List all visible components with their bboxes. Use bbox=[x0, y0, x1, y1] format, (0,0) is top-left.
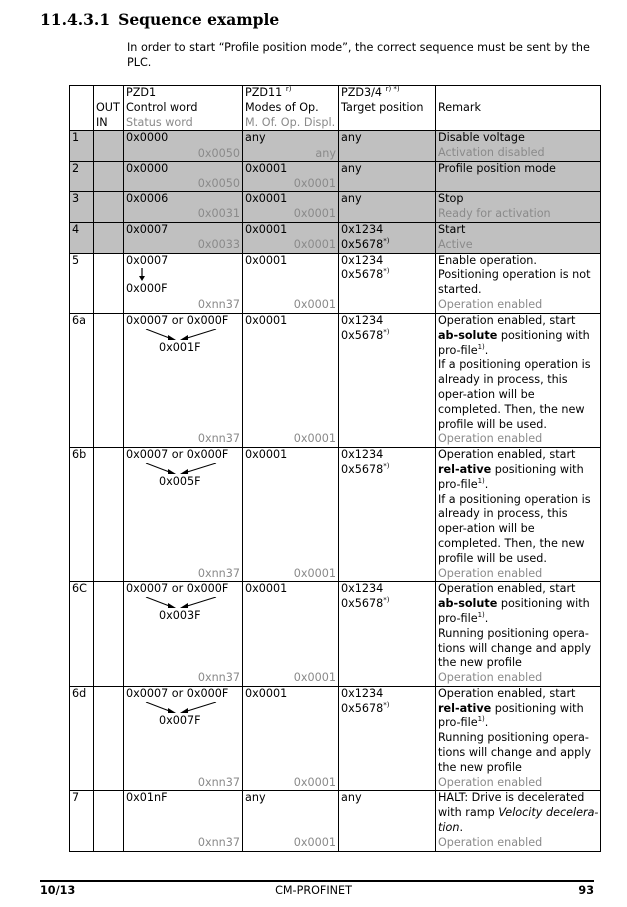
cw-value: 0x0007 bbox=[126, 222, 169, 236]
target-cell bbox=[339, 313, 436, 447]
sw-value: 0xnn37 bbox=[197, 566, 240, 580]
step-cell: 4 bbox=[70, 222, 94, 253]
mod-value: 0x0001 bbox=[293, 237, 336, 251]
control-word-cell bbox=[124, 253, 243, 313]
mo-value: 0x0001 bbox=[245, 253, 288, 267]
dir-cell bbox=[94, 222, 124, 253]
control-word-cell bbox=[124, 162, 243, 192]
footer-divider bbox=[40, 880, 594, 882]
mo-value: any bbox=[245, 131, 266, 145]
remark-text: Enable operation. Positioning operation is not started. bbox=[438, 253, 591, 297]
mo-value: 0x0001 bbox=[245, 582, 288, 596]
remark-text: Operation enabled, start ab-solute positioning with pro-file$^{1)}$. bbox=[438, 582, 590, 625]
footer-version: 10/13 bbox=[40, 884, 76, 897]
table-row bbox=[70, 131, 601, 162]
sw-value: 0x0050 bbox=[197, 176, 240, 190]
remark-cell bbox=[436, 253, 601, 313]
target-cell bbox=[339, 686, 436, 791]
intro-paragraph: In order to start “Profile position mode”, the correct sequence must be sent by the PLC. bbox=[127, 41, 590, 69]
tp-footnote: *) bbox=[383, 596, 390, 605]
remark-cell bbox=[436, 131, 601, 162]
header-step bbox=[70, 86, 94, 131]
mo-value: 0x0001 bbox=[245, 192, 288, 206]
control-word-cell bbox=[124, 313, 243, 447]
state-text: Ready for activation bbox=[438, 207, 551, 221]
step-cell: 6C bbox=[70, 582, 94, 687]
step-cell: 2 bbox=[70, 162, 94, 192]
control-word-cell bbox=[124, 686, 243, 791]
table-row bbox=[70, 253, 601, 313]
arrow-down-icon bbox=[126, 268, 146, 282]
dir-cell bbox=[94, 313, 124, 447]
modes-of-op-label: Modes of Op. bbox=[245, 100, 319, 114]
header-pzd1 bbox=[124, 86, 243, 131]
dir-cell bbox=[94, 448, 124, 582]
state-text: Operation enabled bbox=[438, 566, 543, 580]
header-out: OUT bbox=[96, 100, 120, 114]
cw-target-value: 0x005F bbox=[159, 474, 201, 488]
remark-text: Start bbox=[438, 222, 466, 236]
footer-product: CM-PROFINET bbox=[275, 884, 352, 897]
tp-footnote: *) bbox=[383, 267, 390, 276]
target-cell bbox=[339, 222, 436, 253]
state-text: Operation enabled bbox=[438, 298, 543, 312]
remark-cell bbox=[436, 162, 601, 192]
remark-cell bbox=[436, 791, 601, 851]
target-cell bbox=[339, 253, 436, 313]
merge-arrows-icon bbox=[126, 597, 236, 609]
mo-value: any bbox=[245, 791, 266, 805]
step-cell: 6b bbox=[70, 448, 94, 582]
tp-value: any bbox=[341, 131, 362, 145]
target-position-label: Target position bbox=[341, 100, 424, 114]
mode-cell bbox=[243, 791, 339, 851]
remark-cell bbox=[436, 192, 601, 223]
target-cell bbox=[339, 791, 436, 851]
dir-cell bbox=[94, 131, 124, 162]
state-text: Operation enabled bbox=[438, 835, 543, 849]
control-word-cell bbox=[124, 222, 243, 253]
mode-cell bbox=[243, 192, 339, 223]
sw-value: 0x0031 bbox=[197, 207, 240, 221]
remark-detail: Running positioning opera-tions will change and apply the new profile bbox=[438, 626, 591, 670]
remark-detail: If a positioning operation is already in process, this oper-ation will be completed. Then, the new profile will be used. bbox=[438, 358, 591, 431]
remark-text: Profile position mode bbox=[438, 162, 556, 176]
sw-value: 0xnn37 bbox=[197, 835, 240, 849]
mod-value: 0x0001 bbox=[293, 835, 336, 849]
remark-cell bbox=[436, 582, 601, 687]
tp-value: 0x1234 0x5678 bbox=[341, 222, 384, 251]
target-cell bbox=[339, 448, 436, 582]
sw-value: 0x0050 bbox=[197, 146, 240, 160]
cw-value: 0x0000 bbox=[126, 162, 169, 176]
section-title: Sequence example bbox=[118, 10, 280, 29]
mo-value: 0x0001 bbox=[245, 162, 288, 176]
tp-footnote: *) bbox=[383, 327, 390, 336]
step-cell: 7 bbox=[70, 791, 94, 851]
tp-value: 0x1234 0x5678 bbox=[341, 253, 384, 282]
remark-label: Remark bbox=[438, 100, 481, 114]
cw-value: 0x0006 bbox=[126, 192, 169, 206]
header-pzd11 bbox=[243, 86, 339, 131]
mode-cell bbox=[243, 313, 339, 447]
step-cell: 6a bbox=[70, 313, 94, 447]
header-direction bbox=[94, 86, 124, 131]
pzd11-footnote: r) bbox=[285, 85, 292, 93]
step-cell: 1 bbox=[70, 131, 94, 162]
table-row bbox=[70, 313, 601, 447]
mode-cell bbox=[243, 162, 339, 192]
state-text: Operation enabled bbox=[438, 775, 543, 789]
pzd1-label: PZD1 bbox=[126, 86, 157, 99]
mod-value: 0x0001 bbox=[293, 176, 336, 190]
cw-target-value: 0x007F bbox=[159, 713, 201, 727]
tp-value: 0x1234 0x5678 bbox=[341, 448, 384, 476]
remark-text: Operation enabled, start rel-ative positioning with pro-file$^{1)}$. bbox=[438, 448, 584, 491]
tp-value: any bbox=[341, 162, 362, 176]
remark-text: Operation enabled, start ab-solute positioning with pro-file$^{1)}$. bbox=[438, 313, 590, 357]
cw-value: 0x0007 bbox=[126, 253, 169, 267]
step-cell: 5 bbox=[70, 253, 94, 313]
step-cell: 6d bbox=[70, 686, 94, 791]
merge-arrows-icon bbox=[126, 463, 236, 475]
cw-value: 0x01nF bbox=[126, 791, 168, 805]
sw-value: 0xnn37 bbox=[197, 775, 240, 789]
table-row bbox=[70, 448, 601, 582]
target-cell bbox=[339, 162, 436, 192]
cw-value: 0x0007 or 0x000F bbox=[126, 582, 229, 596]
mode-cell bbox=[243, 582, 339, 687]
dir-cell bbox=[94, 791, 124, 851]
mod-value: 0x0001 bbox=[293, 671, 336, 685]
step-cell: 3 bbox=[70, 192, 94, 223]
sequence-table bbox=[69, 85, 601, 852]
state-text: Operation enabled bbox=[438, 671, 543, 685]
modes-display-label: M. Of. Op. Displ. bbox=[245, 115, 336, 129]
tp-value: any bbox=[341, 192, 362, 206]
tp-footnote: *) bbox=[383, 700, 390, 709]
mode-cell bbox=[243, 253, 339, 313]
table-header bbox=[70, 86, 601, 131]
mode-cell bbox=[243, 131, 339, 162]
header-pzd34 bbox=[339, 86, 436, 131]
section-number: 11.4.3.1 bbox=[40, 10, 111, 29]
footer-page-number: 93 bbox=[578, 884, 594, 897]
remark-text: Stop bbox=[438, 192, 464, 206]
cw-value: 0x0007 or 0x000F bbox=[126, 686, 229, 700]
mod-value: 0x0001 bbox=[293, 432, 336, 446]
sw-value: 0xnn37 bbox=[197, 432, 240, 446]
table-row bbox=[70, 686, 601, 791]
control-word-cell bbox=[124, 582, 243, 687]
target-cell bbox=[339, 582, 436, 687]
header-remark bbox=[436, 86, 601, 131]
target-cell bbox=[339, 131, 436, 162]
section-heading bbox=[40, 10, 279, 29]
dir-cell bbox=[94, 686, 124, 791]
tp-value: 0x1234 0x5678 bbox=[341, 686, 384, 715]
state-text: Active bbox=[438, 237, 473, 251]
remark-detail: If a positioning operation is already in process, this oper-ation will be completed. Then, the new profile will be used. bbox=[438, 492, 591, 565]
control-word-cell bbox=[124, 448, 243, 582]
status-word-label: Status word bbox=[126, 115, 193, 129]
mod-value: any bbox=[315, 146, 336, 160]
mod-value: 0x0001 bbox=[293, 207, 336, 221]
remark-cell bbox=[436, 448, 601, 582]
mode-cell bbox=[243, 222, 339, 253]
tp-value: any bbox=[341, 791, 362, 805]
table-row bbox=[70, 192, 601, 223]
remark-cell bbox=[436, 222, 601, 253]
tp-footnote: *) bbox=[383, 461, 390, 470]
tp-value: 0x1234 0x5678 bbox=[341, 582, 384, 611]
header-in: IN bbox=[96, 115, 108, 129]
dir-cell bbox=[94, 192, 124, 223]
mod-value: 0x0001 bbox=[293, 566, 336, 580]
control-word-label: Control word bbox=[126, 100, 198, 114]
cw-target-value: 0x003F bbox=[159, 609, 201, 623]
pzd34-label: PZD3/4 bbox=[341, 86, 383, 99]
control-word-cell bbox=[124, 791, 243, 851]
cw-value: 0x0007 or 0x000F bbox=[126, 313, 229, 327]
cw-value: 0x0007 or 0x000F bbox=[126, 448, 229, 462]
target-cell bbox=[339, 192, 436, 223]
dir-cell bbox=[94, 162, 124, 192]
table-row bbox=[70, 791, 601, 851]
merge-arrows-icon bbox=[126, 702, 236, 714]
remark-detail: Running positioning opera-tions will change and apply the new profile bbox=[438, 731, 591, 774]
cw-value: 0x0000 bbox=[126, 131, 169, 145]
tp-value: 0x1234 0x5678 bbox=[341, 313, 384, 342]
control-word-cell bbox=[124, 192, 243, 223]
state-text: Operation enabled bbox=[438, 432, 543, 446]
remark-cell bbox=[436, 686, 601, 791]
table-row bbox=[70, 222, 601, 253]
mo-value: 0x0001 bbox=[245, 222, 288, 236]
cw-target-value: 0x000F bbox=[126, 282, 168, 296]
remark-text: Operation enabled, start rel-ative positioning with pro-file$^{1)}$. bbox=[438, 686, 584, 730]
mod-value: 0x0001 bbox=[293, 775, 336, 789]
sw-value: 0x0033 bbox=[197, 237, 240, 251]
pzd11-label: PZD11 bbox=[245, 86, 283, 99]
table-row bbox=[70, 162, 601, 192]
mo-value: 0x0001 bbox=[245, 313, 288, 327]
mod-value: 0x0001 bbox=[293, 298, 336, 312]
state-text: Activation disabled bbox=[438, 146, 545, 160]
mo-value: 0x0001 bbox=[245, 686, 288, 700]
table-row bbox=[70, 582, 601, 687]
tp-footnote: *) bbox=[383, 236, 390, 245]
mo-value: 0x0001 bbox=[245, 448, 288, 462]
mode-cell bbox=[243, 686, 339, 791]
cw-target-value: 0x001F bbox=[159, 340, 201, 354]
mode-cell bbox=[243, 448, 339, 582]
dir-cell bbox=[94, 253, 124, 313]
pzd34-footnote: r) *) bbox=[385, 85, 400, 93]
sw-value: 0xnn37 bbox=[197, 671, 240, 685]
dir-cell bbox=[94, 582, 124, 687]
remark-cell bbox=[436, 313, 601, 447]
remark-text: Disable voltage bbox=[438, 131, 525, 145]
sw-value: 0xnn37 bbox=[197, 298, 240, 312]
merge-arrows-icon bbox=[126, 329, 236, 341]
remark-text: HALT: Drive is decelerated with ramp Velocity decelera-tion. bbox=[438, 791, 599, 835]
control-word-cell bbox=[124, 131, 243, 162]
